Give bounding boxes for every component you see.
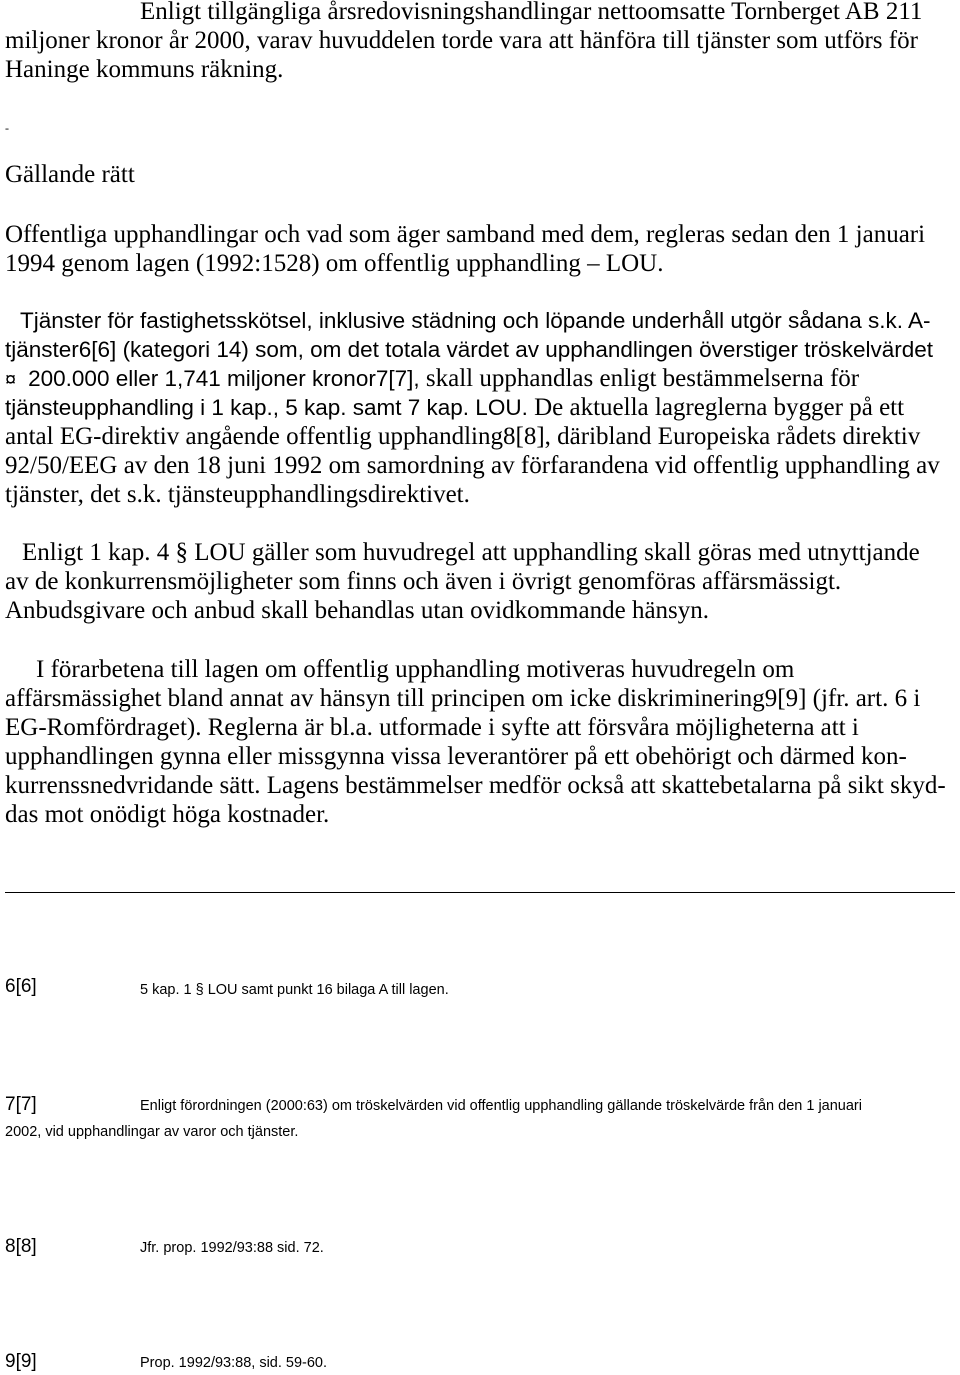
services-line-1-text: Tjänster för fastighetsskötsel, inklusive städning och löpande underhåll utgör sådana s.k. A- [20, 308, 931, 333]
services-line-3 [5, 364, 859, 393]
services-line-3-serif-text: skall upphandlas enligt bestämmelserna för [425, 365, 860, 392]
services-line-2 [5, 335, 933, 364]
preparatory-line-4: upphandlingen gynna eller missgynna vissa leverantörer på ett obehörigt och därmed kon- [5, 743, 907, 770]
footnote-6-label: 6[6] [5, 976, 37, 997]
footnote-6-text: 5 kap. 1 § LOU samt punkt 16 bilaga A till lagen. [140, 982, 449, 998]
intro-line-3: Haninge kommuns räkning. [5, 56, 284, 83]
law-paragraph [0, 220, 925, 278]
section-heading: Gällande rätt [5, 161, 135, 188]
services-line-4-serif-text: De aktuella lagreglerna bygger på ett [534, 394, 905, 421]
preparatory-line-3: EG-Romfördraget). Reglerna är bl.a. utformade i syfte att försvåra möjligheterna att i [5, 714, 859, 741]
intro-line-2: miljoner kronor år 2000, varav huvuddelen torde vara att hänföra till tjänster som utförs för [5, 27, 918, 54]
services-line-1 [20, 306, 931, 335]
preparatory-paragraph [0, 655, 946, 829]
footnote-8-label: 8[8] [5, 1236, 37, 1257]
footnote-8-text: Jfr. prop. 1992/93:88 sid. 72. [140, 1240, 324, 1256]
business-paragraph [0, 538, 920, 625]
preparatory-line-6: das mot onödigt höga kostnader. [5, 801, 330, 828]
services-line-5 [5, 422, 920, 451]
services-line-3-sans-text: 200.000 eller 1,741 miljoner kronor7[7], [28, 366, 420, 391]
currency-sign-symbol: ¤ [5, 369, 17, 391]
services-line-7 [5, 480, 470, 509]
services-line-6-text: 92/50/EEG av den 18 juni 1992 om samordning av förfarandena vid offentlig upphandling av [5, 452, 940, 479]
law-line-1: Offentliga upphandlingar och vad som äger samband med dem, regleras sedan den 1 januari [5, 221, 926, 248]
preparatory-line-1: I förarbetena till lagen om offentlig upphandling motiveras huvudregeln om [36, 656, 795, 683]
business-line-3: Anbudsgivare och anbud skall behandlas utan ovidkommande hänsyn. [5, 597, 710, 624]
footnote-9-label: 9[9] [5, 1351, 37, 1372]
services-line-4 [5, 393, 904, 422]
footnote-7-text: Enligt förordningen (2000:63) om tröskelvärden vid offentlig upphandling gällande tröskelvärde från den 1 januari [140, 1098, 862, 1114]
services-line-7-text: tjänster, det s.k. tjänsteupphandlingsdirektivet. [5, 481, 470, 508]
footnote-separator [5, 892, 955, 893]
business-line-1: Enligt 1 kap. 4 § LOU gäller som huvudregel att upphandling skall göras med utnyttjande [22, 539, 920, 566]
business-line-2: av de konkurrensmöjligheter som finns och även i övrigt genomföras affärsmässigt. [5, 568, 842, 595]
services-line-6 [5, 451, 940, 480]
services-line-2-text: tjänster6[6] (kategori 14) som, om det totala värdet av upphandlingen överstiger tröskelvärdet [5, 337, 934, 362]
stray-mark: - [5, 121, 9, 135]
services-paragraph [0, 306, 940, 509]
footnote-7-label: 7[7] [5, 1094, 37, 1115]
services-line-4-sans-text: tjänsteupphandling i 1 kap., 5 kap. samt 7 kap. LOU. [5, 395, 528, 420]
law-line-2: 1994 genom lagen (1992:1528) om offentlig upphandling – LOU. [5, 250, 664, 277]
intro-paragraph [0, 0, 922, 84]
footnote-7-text-continuation: 2002, vid upphandlingar av varor och tjänster. [5, 1124, 299, 1140]
preparatory-line-5: kurrenssnedvridande sätt. Lagens bestämmelser medför också att skattebetalarna på sikt skyd- [5, 772, 946, 799]
services-line-5-text: antal EG-direktiv angående offentlig upphandling8[8], däribland Europeiska rådets direktiv [5, 423, 921, 450]
footnote-9-text: Prop. 1992/93:88, sid. 59-60. [140, 1355, 328, 1371]
preparatory-line-2: affärsmässighet bland annat av hänsyn till principen om icke diskriminering9[9] (jfr. art. 6 i [5, 685, 921, 712]
intro-line-1: Enligt tillgängliga årsredovisningshandlingar nettoomsatte Tornberget AB 211 [140, 0, 923, 25]
